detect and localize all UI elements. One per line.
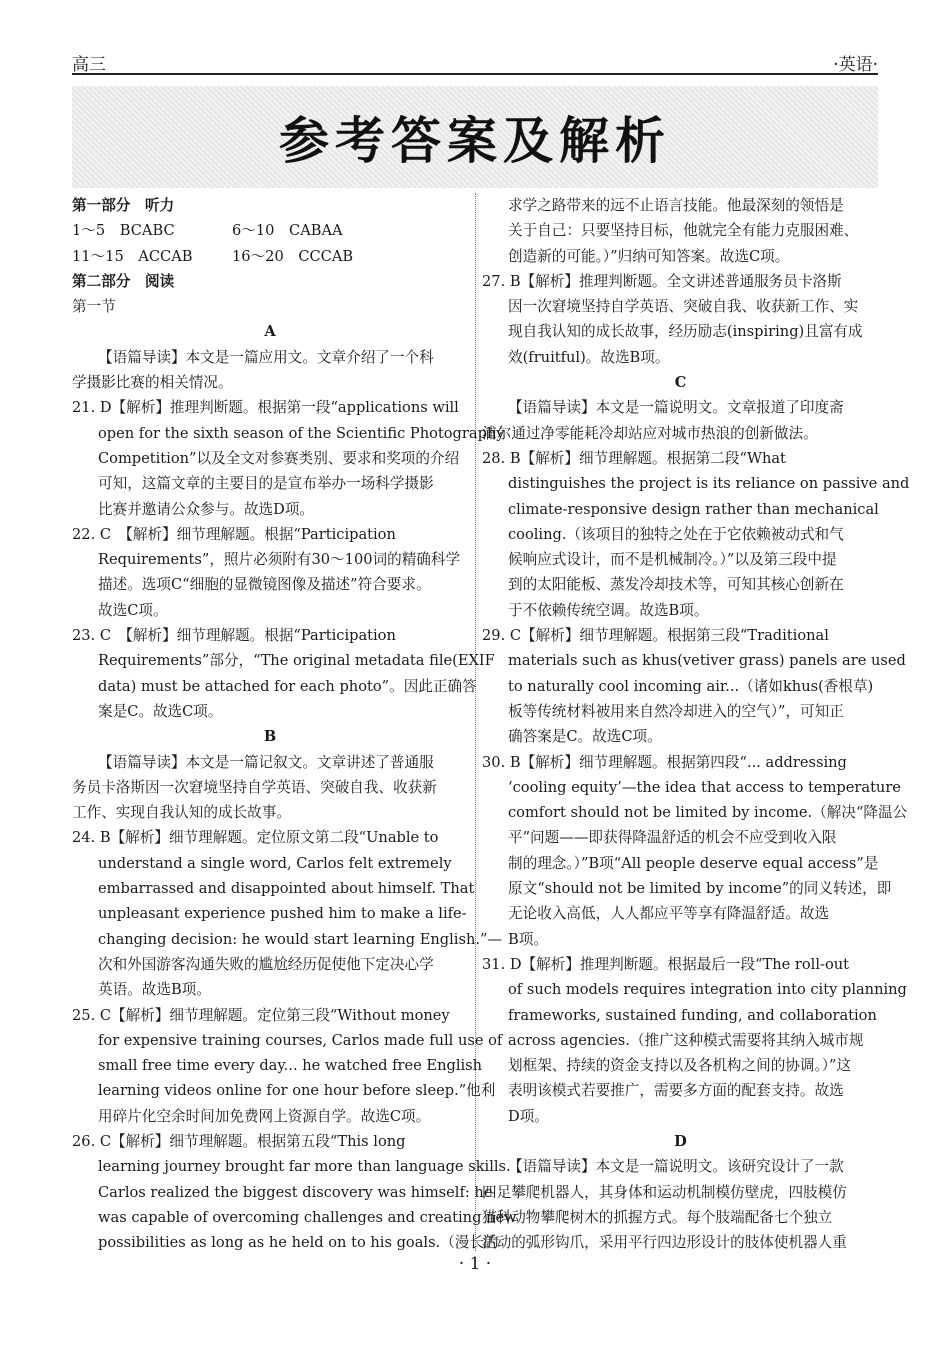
passage-d-intro bbox=[482, 1154, 879, 1255]
passage-letter-a: A bbox=[264, 323, 276, 341]
answer-28 bbox=[482, 446, 910, 623]
text-line: changing decision: he would start learning English.”— bbox=[98, 930, 503, 948]
text-line: 平”问题——即获得降温舒适的机会不应受到收入限 bbox=[508, 829, 837, 847]
text-line: 因一次窘境坚持自学英语、突破自我、收获新工作、实 bbox=[508, 298, 859, 316]
text-line: 23. C 【解析】细节理解题。根据“Participation bbox=[72, 627, 396, 645]
text-line: 【语篇导读】本文是一篇说明文。文章报道了印度斋 bbox=[508, 399, 844, 417]
text-line: 现自我认知的成长故事，经历励志(inspiring)且富有成 bbox=[508, 323, 863, 341]
text-line: 29. C【解析】细节理解题。根据第三段“Traditional bbox=[482, 627, 829, 645]
text-line: Requirements”，照片必须附有30～100词的精确科学 bbox=[98, 551, 461, 569]
text-line: 表明该模式若要推广，需要多方面的配套支持。故选 bbox=[508, 1082, 844, 1100]
text-line: learning videos online for one hour before sleep.”他利 bbox=[98, 1082, 496, 1100]
text-line: distinguishes the project is its reliance on passive and bbox=[508, 475, 910, 493]
header-rule bbox=[72, 73, 878, 75]
text-line: 确答案是C。故选C项。 bbox=[508, 728, 662, 746]
answer-group: 16～20 CCCAB bbox=[232, 247, 354, 265]
text-line: 划框架、持续的资金支持以及各机构之间的协调。）”这 bbox=[508, 1057, 852, 1075]
text-line: 候响应式设计，而不是机械制冷。）”以及第三段中提 bbox=[508, 551, 837, 569]
text-line: 效(fruitful)。故选B项。 bbox=[508, 348, 670, 366]
subject-label: ·英语· bbox=[833, 55, 878, 75]
page-number: · 1 · bbox=[458, 1254, 492, 1274]
answer-24 bbox=[72, 825, 503, 1002]
text-line: ‘cooling equity’—the idea that access to temperature bbox=[508, 778, 901, 796]
answer-21 bbox=[72, 395, 505, 521]
text-line: 四足攀爬机器人，其身体和运动机制模仿壁虎，四肢模仿 bbox=[482, 1183, 847, 1201]
text-line: 浦尔通过净零能耗冷却站应对城市热浪的创新做法。 bbox=[482, 424, 818, 442]
text-line: Carlos realized the biggest discovery was himself: he bbox=[98, 1183, 493, 1201]
part2-heading: 第二部分 阅读 bbox=[72, 272, 175, 290]
text-line: D项。 bbox=[508, 1107, 549, 1125]
text-line: 用碎片化空余时间加免费网上资源自学。故选C项。 bbox=[98, 1107, 431, 1125]
answer-26 bbox=[72, 1129, 517, 1255]
passage-letter-b: B bbox=[263, 728, 277, 746]
text-line: possibilities as long as he held on to his goals.（漫长的 bbox=[98, 1234, 499, 1252]
text-line: cooling.（该项目的独特之处在于它依赖被动式和气 bbox=[508, 525, 844, 543]
answer-22 bbox=[72, 522, 468, 623]
text-line: Competition”以及全文对参赛类别、要求和奖项的介绍 bbox=[98, 449, 460, 467]
text-line: 学摄影比赛的相关情况。 bbox=[72, 374, 233, 392]
text-line: 【语篇导读】本文是一篇记叙文。文章讲述了普通服 bbox=[98, 753, 434, 771]
passage-b-intro bbox=[72, 750, 468, 826]
text-line: 可知，这篇文章的主要目的是宣布举办一场科学摄影 bbox=[98, 475, 434, 493]
text-line: was capable of overcoming challenges and creating new bbox=[98, 1208, 517, 1226]
text-line: learning journey brought far more than language skills. bbox=[98, 1158, 511, 1176]
answer-30 bbox=[482, 750, 908, 952]
text-line: materials such as khus(vetiver grass) panels are used bbox=[508, 652, 906, 670]
text-line: 24. B【解析】细节理解题。定位原文第二段“Unable to bbox=[72, 829, 439, 847]
text-line: 案是C。故选C项。 bbox=[98, 702, 223, 720]
text-line: 21. D【解析】推理判断题。根据第一段“applications will bbox=[72, 399, 459, 417]
text-line: to naturally cool incoming air...（诸如khus(香根草) bbox=[508, 677, 874, 695]
text-line: 于不依赖传统空调。故选B项。 bbox=[508, 601, 709, 619]
text-line: 制的理念。）”B项“All people deserve equal access”是 bbox=[508, 854, 879, 872]
text-line: for expensive training courses, Carlos made full use of bbox=[98, 1031, 503, 1049]
passage-c-intro bbox=[482, 395, 879, 446]
text-line: 到的太阳能板、蒸发冷却技术等，可知其核心创新在 bbox=[508, 576, 844, 594]
text-line: 板等传统材料被用来自然冷却进入的空气）”，可知正 bbox=[508, 702, 844, 720]
answer-31 bbox=[482, 952, 907, 1129]
text-line: 27. B【解析】推理判断题。全文讲述普通服务员卡洛斯 bbox=[482, 272, 842, 290]
text-line: 【语篇导读】本文是一篇说明文。该研究设计了一款 bbox=[508, 1158, 844, 1176]
text-line: open for the sixth season of the Scientific Photography bbox=[98, 424, 505, 442]
text-line: 故选C项。 bbox=[98, 601, 168, 619]
text-line: 关于自己：只要坚持目标，他就完全有能力克服困难、 bbox=[508, 222, 859, 240]
text-line: 22. C 【解析】细节理解题。根据“Participation bbox=[72, 525, 396, 543]
text-line: 26. C【解析】细节理解题。根据第五段“This long bbox=[72, 1132, 406, 1150]
text-line: 28. B【解析】细节理解题。根据第二段“What bbox=[482, 449, 786, 467]
answer-group: 6～10 CABAA bbox=[232, 222, 343, 240]
text-line: 猫科动物攀爬树木的抓握方式。每个肢端配备七个独立 bbox=[482, 1208, 833, 1226]
text-line: frameworks, sustained funding, and collaboration bbox=[508, 1006, 877, 1024]
answer-26-continued bbox=[482, 193, 879, 269]
text-line: 活动的弧形钩爪，采用平行四边形设计的肢体使机器人重 bbox=[482, 1234, 847, 1252]
text-line: 原文“should not be limited by income”的同义转述，即 bbox=[508, 880, 892, 898]
answer-29 bbox=[482, 623, 906, 749]
text-line: embarrassed and disappointed about himself. That bbox=[98, 880, 475, 898]
passage-letter-c: C bbox=[674, 374, 687, 392]
text-line: 比赛并邀请公众参与。故选D项。 bbox=[98, 500, 315, 518]
answer-group: 1～5 BCABC bbox=[72, 222, 175, 240]
text-line: 31. D【解析】推理判断题。根据最后一段“The roll-out bbox=[482, 955, 849, 973]
text-line: 工作、实现自我认知的成长故事。 bbox=[72, 804, 291, 822]
answer-row bbox=[72, 218, 468, 243]
grade-label: 高三 bbox=[72, 55, 106, 75]
text-line: understand a single word, Carlos felt extremely bbox=[98, 854, 452, 872]
text-line: of such models requires integration into city planning bbox=[508, 981, 907, 999]
text-line: Requirements”部分，“The original metadata file(EXIF bbox=[98, 652, 495, 670]
text-line: across agencies.（推广这种模式需要将其纳入城市规 bbox=[508, 1031, 864, 1049]
left-column bbox=[72, 193, 517, 1255]
answer-23 bbox=[72, 623, 495, 724]
answer-25 bbox=[72, 1003, 503, 1129]
text-line: B项。 bbox=[508, 930, 548, 948]
text-line: 30. B【解析】细节理解题。根据第四段“... addressing bbox=[482, 753, 847, 771]
text-line: 描述。选项C“细胞的显微镜图像及描述”符合要求。 bbox=[98, 576, 431, 594]
section-heading: 第一节 bbox=[72, 298, 116, 316]
right-column bbox=[482, 193, 910, 1255]
text-line: 【语篇导读】本文是一篇应用文。文章介绍了一个科 bbox=[98, 348, 434, 366]
text-line: climate-responsive design rather than mechanical bbox=[508, 500, 879, 518]
text-line: 次和外国游客沟通失败的尴尬经历促使他下定决心学 bbox=[98, 955, 434, 973]
answer-group: 11～15 ACCAB bbox=[72, 247, 193, 265]
title-banner bbox=[72, 86, 878, 188]
answer-27 bbox=[482, 269, 879, 370]
text-line: small free time every day... he watched free English bbox=[98, 1057, 483, 1075]
page-title: 参考答案及解析 bbox=[279, 112, 671, 170]
answer-row bbox=[72, 244, 468, 269]
text-line: 求学之路带来的远不止语言技能。他最深刻的领悟是 bbox=[508, 197, 844, 214]
text-line: 无论收入高低，人人都应平等享有降温舒适。故选 bbox=[508, 905, 830, 923]
text-line: 务员卡洛斯因一次窘境坚持自学英语、突破自我、收获新 bbox=[72, 778, 437, 796]
text-line: 25. C【解析】细节理解题。定位第三段“Without money bbox=[72, 1006, 450, 1024]
text-line: comfort should not be limited by income.（解决“降温公 bbox=[508, 804, 908, 822]
text-line: data) must be attached for each photo”。因此正确答 bbox=[98, 677, 477, 695]
text-line: 英语。故选B项。 bbox=[98, 981, 211, 999]
passage-a-intro bbox=[72, 345, 468, 396]
text-line: unpleasant experience pushed him to make a life- bbox=[98, 905, 467, 923]
text-line: 创造新的可能。）”归纳可知答案。故选C项。 bbox=[508, 247, 790, 265]
part1-heading: 第一部分 听力 bbox=[72, 197, 175, 214]
passage-letter-d: D bbox=[674, 1132, 687, 1150]
